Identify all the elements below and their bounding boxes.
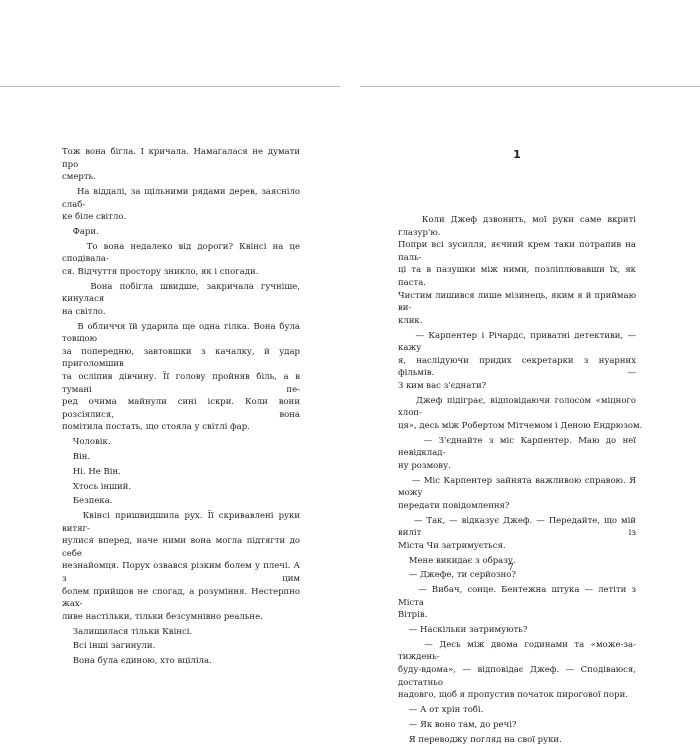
text-line: Джеф підіграє, відповідаючи голосом «міцного хлоп- [398, 395, 639, 419]
page-number: 7 [508, 563, 514, 573]
chapter-number: 1 [513, 148, 521, 161]
text-line: — Міс Карпентер зайнята важливою справою. Я можу [398, 475, 639, 499]
text-line: Я переводжу погляд на свої руки. [398, 734, 562, 745]
text-line: ке біле світло. [62, 212, 127, 223]
text-line: ливе настільки, тільки безсумнівно реальне. [62, 611, 263, 622]
text-line: — Наскільки затримують? [398, 625, 528, 636]
text-line: помітила постать, що стояла у світлі фар. [62, 422, 250, 433]
text-line: ред очима майнули сині іскри. Коли вони розсіялися, вона [62, 397, 303, 420]
left-page [62, 146, 303, 668]
text-line: надовго, щоб я пропустив початок пирогової пори. [398, 690, 628, 701]
text-line: Чоловік. [62, 437, 111, 448]
text-line: смерть. [62, 172, 96, 183]
text-line: На віддалі, за щільними рядами дерев, заясніло слаб- [62, 186, 303, 210]
text-line: То вона недалеко від дороги? Квінсі на це сподівала- [62, 241, 303, 265]
text-line: нулися вперед, наче ними вона могла підтягти до себе [62, 536, 303, 559]
text-line: Міста Чи затримується. [398, 540, 506, 551]
text-line: — Карпентер і Річардс, приватні детективи, — кажу [398, 330, 639, 354]
text-line: Коли Джеф дзвонить, мої руки саме вкриті глазур'ю. [398, 215, 639, 238]
text-line: незнайомця. Порух озвався різким болем у плечі. А з цим [62, 561, 303, 585]
top-rule-left [0, 86, 340, 87]
text-line: З ким вас з'єднати? [398, 380, 487, 391]
text-line: Квінсі пришвидшила рух. Її скривавлені руки витяг- [62, 511, 303, 534]
text-line: Ні. Не Він. [62, 466, 121, 477]
text-line: ця», десь між Робертом Мітчемом і Деною Ендрюзом. [398, 420, 643, 431]
text-line: ся. Відчуття простору зникло, як і спогади. [62, 266, 259, 277]
text-line: на світло. [62, 306, 106, 317]
text-line: Фари. [62, 226, 99, 237]
text-line: Всі інші загинули. [62, 641, 156, 652]
text-line: Залишилася тільки Квінсі. [62, 626, 193, 637]
text-line: клик. [398, 315, 423, 326]
text-line: — Як воно там, до речі? [398, 719, 517, 730]
text-line: — З'єднайте з міс Карпентер. Маю до неї невідклад- [398, 435, 639, 459]
text-line: я, наслідуючи придих секретарки з нуарних фільмів. — [398, 355, 639, 379]
text-line: ну розмову. [398, 460, 451, 471]
text-line: та осліпив дівчину. Її голову пройняв біль, а в тумані пе- [62, 372, 303, 395]
text-line: Попри всі зусилля, яєчний крем таки потрапив на паль- [398, 240, 639, 263]
text-line: Він. [62, 451, 91, 462]
right-page [398, 148, 643, 746]
text-line: Безпека. [62, 496, 113, 507]
text-line: Тож вона бігла. І кричала. Намагалася не думати про [62, 147, 303, 170]
text-line: — Вибач, сонце. Бентежна штука — летіти з Міста [398, 585, 639, 608]
text-line: Вона побігла швидше, закричала гучніше, кинулася [62, 281, 303, 305]
text-line: за попередню, завтовшки з качалку, й удар приголомшив [62, 346, 303, 370]
text-line: Чистим лишився лише мізинець, яким я й приймаю ви- [398, 290, 639, 314]
text-line: болем прийшов не спогад, а розуміння. Нестерпно жах- [62, 586, 303, 610]
text-line: ці та в пазушки між ними, позліплювавши їх, як паста. [398, 265, 639, 288]
text-line: Вітрів. [398, 610, 428, 621]
text-line: Вона була єдиною, хто вціліла. [62, 656, 212, 667]
text-line: — Десь між двома годинами та «може-за-тиждень- [398, 639, 637, 663]
text-line: Мене викидає з образу. [398, 555, 516, 566]
text-line: — А от хрін тобі. [398, 705, 484, 716]
text-line: передати повідомлення? [398, 500, 510, 511]
text-line: — Джефе, ти серйозно? [398, 570, 516, 581]
text-line: — Так, — відказує Джеф. — Передайте, що мій виліт із [398, 515, 639, 539]
text-line: Хтось інший. [62, 481, 132, 492]
text-line: В обличчя їй ударила ще одна гілка. Вона була товщою [62, 321, 303, 345]
text-line: буду-вдома», — відповідає Джеф. — Сподіваюся, достатньо [398, 665, 639, 688]
top-rule-right [360, 86, 700, 87]
